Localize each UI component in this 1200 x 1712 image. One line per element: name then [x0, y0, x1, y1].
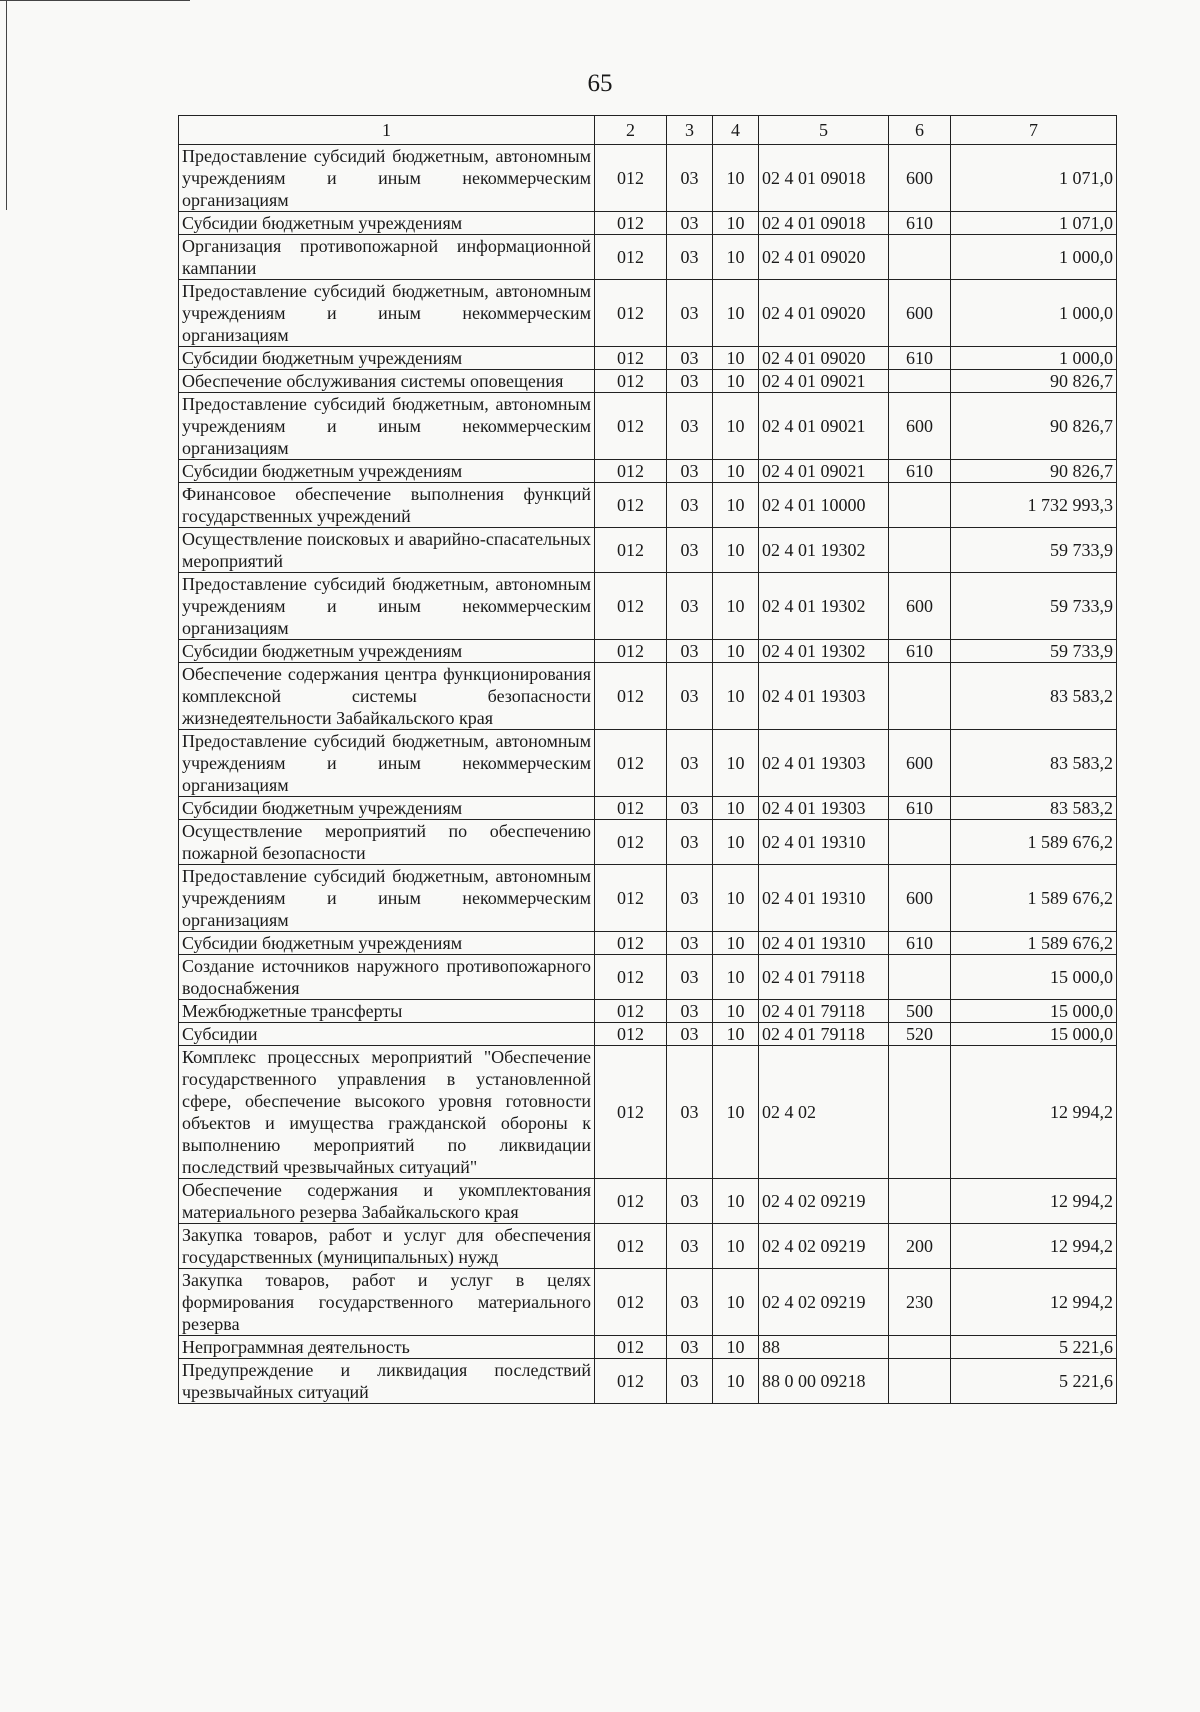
subsection-code-cell: 10 [713, 955, 759, 1000]
target-article-cell: 02 4 01 10000 [759, 483, 889, 528]
amount-cell: 1 071,0 [951, 212, 1117, 235]
section-code-cell: 03 [667, 1046, 713, 1179]
admin-code-cell: 012 [595, 797, 667, 820]
table-row [179, 865, 1117, 932]
expense-type-cell [889, 370, 951, 393]
admin-code-cell: 012 [595, 212, 667, 235]
admin-code-cell: 012 [595, 573, 667, 640]
section-code-cell: 03 [667, 528, 713, 573]
col-header-2: 2 [595, 116, 667, 145]
subsection-code-cell: 10 [713, 1046, 759, 1179]
page-number: 65 [587, 70, 613, 97]
section-code-cell: 03 [667, 1023, 713, 1046]
expense-type-cell: 600 [889, 280, 951, 347]
column-number-row [179, 116, 1117, 145]
target-article-cell: 02 4 02 09219 [759, 1224, 889, 1269]
section-code-cell: 03 [667, 1359, 713, 1404]
subsection-code-cell: 10 [713, 1359, 759, 1404]
amount-cell: 90 826,7 [951, 370, 1117, 393]
subsection-code-cell: 10 [713, 640, 759, 663]
table-body [179, 116, 1117, 1404]
expense-type-cell: 520 [889, 1023, 951, 1046]
subsection-code-cell: 10 [713, 573, 759, 640]
amount-cell: 83 583,2 [951, 730, 1117, 797]
expense-type-cell [889, 955, 951, 1000]
expense-type-cell [889, 1179, 951, 1224]
section-code-cell: 03 [667, 1000, 713, 1023]
table-row [179, 347, 1117, 370]
row-name-cell: Осуществление поисковых и аварийно-спасательных мероприятий [179, 528, 595, 573]
target-article-cell: 02 4 01 09018 [759, 145, 889, 212]
target-article-cell: 02 4 02 09219 [759, 1269, 889, 1336]
table-row [179, 1336, 1117, 1359]
admin-code-cell: 012 [595, 483, 667, 528]
subsection-code-cell: 10 [713, 820, 759, 865]
table-row [179, 1269, 1117, 1336]
target-article-cell: 02 4 01 19302 [759, 528, 889, 573]
admin-code-cell: 012 [595, 528, 667, 573]
row-name-cell: Обеспечение обслуживания системы оповещения [179, 370, 595, 393]
table-row [179, 640, 1117, 663]
table-row [179, 1224, 1117, 1269]
table-row [179, 280, 1117, 347]
expense-type-cell: 610 [889, 460, 951, 483]
subsection-code-cell: 10 [713, 730, 759, 797]
amount-cell: 12 994,2 [951, 1224, 1117, 1269]
target-article-cell: 02 4 01 09021 [759, 393, 889, 460]
expense-type-cell: 600 [889, 393, 951, 460]
target-article-cell: 02 4 01 09020 [759, 235, 889, 280]
target-article-cell: 02 4 01 09021 [759, 460, 889, 483]
amount-cell: 90 826,7 [951, 393, 1117, 460]
admin-code-cell: 012 [595, 1336, 667, 1359]
row-name-cell: Предоставление субсидий бюджетным, автономным учреждениям и иным некоммерческим организациям [179, 280, 595, 347]
expense-type-cell: 200 [889, 1224, 951, 1269]
admin-code-cell: 012 [595, 932, 667, 955]
target-article-cell: 02 4 01 19303 [759, 730, 889, 797]
subsection-code-cell: 10 [713, 1269, 759, 1336]
amount-cell: 1 732 993,3 [951, 483, 1117, 528]
row-name-cell: Закупка товаров, работ и услуг в целях формирования государственного материального резерва [179, 1269, 595, 1336]
col-header-4: 4 [713, 116, 759, 145]
amount-cell: 83 583,2 [951, 663, 1117, 730]
row-name-cell: Комплекс процессных мероприятий "Обеспечение государственного управления в установленной сфере, обеспечение высокого уровня готовности объектов и имущества гражданской обороны к выполнению мероприятий по ликвидации последствий чрезвычайных ситуаций" [179, 1046, 595, 1179]
table-row [179, 1179, 1117, 1224]
amount-cell: 12 994,2 [951, 1269, 1117, 1336]
target-article-cell: 02 4 01 09020 [759, 347, 889, 370]
section-code-cell: 03 [667, 1269, 713, 1336]
admin-code-cell: 012 [595, 663, 667, 730]
table-row [179, 1000, 1117, 1023]
section-code-cell: 03 [667, 235, 713, 280]
subsection-code-cell: 10 [713, 1179, 759, 1224]
col-header-1: 1 [179, 116, 595, 145]
target-article-cell: 02 4 01 09018 [759, 212, 889, 235]
table-row [179, 483, 1117, 528]
expense-type-cell: 610 [889, 347, 951, 370]
scan-edge-line-top [0, 0, 190, 1]
expense-type-cell [889, 1336, 951, 1359]
row-name-cell: Непрограммная деятельность [179, 1336, 595, 1359]
row-name-cell: Межбюджетные трансферты [179, 1000, 595, 1023]
admin-code-cell: 012 [595, 820, 667, 865]
table-row [179, 528, 1117, 573]
table-row [179, 370, 1117, 393]
table-row [179, 820, 1117, 865]
expense-type-cell: 610 [889, 212, 951, 235]
expense-type-cell: 610 [889, 932, 951, 955]
row-name-cell: Субсидии бюджетным учреждениям [179, 212, 595, 235]
table-row [179, 663, 1117, 730]
section-code-cell: 03 [667, 460, 713, 483]
admin-code-cell: 012 [595, 393, 667, 460]
amount-cell: 1 000,0 [951, 235, 1117, 280]
row-name-cell: Обеспечение содержания центра функционирования комплексной системы безопасности жизнедеятельности Забайкальского края [179, 663, 595, 730]
col-header-3: 3 [667, 116, 713, 145]
expense-type-cell [889, 820, 951, 865]
subsection-code-cell: 10 [713, 797, 759, 820]
amount-cell: 90 826,7 [951, 460, 1117, 483]
subsection-code-cell: 10 [713, 1023, 759, 1046]
subsection-code-cell: 10 [713, 145, 759, 212]
subsection-code-cell: 10 [713, 393, 759, 460]
expense-type-cell [889, 1359, 951, 1404]
table-row [179, 573, 1117, 640]
table-row [179, 393, 1117, 460]
admin-code-cell: 012 [595, 235, 667, 280]
section-code-cell: 03 [667, 483, 713, 528]
expense-type-cell: 600 [889, 865, 951, 932]
admin-code-cell: 012 [595, 1000, 667, 1023]
table-row [179, 145, 1117, 212]
target-article-cell: 02 4 02 09219 [759, 1179, 889, 1224]
table-row [179, 730, 1117, 797]
target-article-cell: 02 4 01 19302 [759, 573, 889, 640]
section-code-cell: 03 [667, 730, 713, 797]
admin-code-cell: 012 [595, 1179, 667, 1224]
row-name-cell: Субсидии [179, 1023, 595, 1046]
expense-type-cell: 500 [889, 1000, 951, 1023]
expense-type-cell [889, 663, 951, 730]
expense-type-cell: 610 [889, 797, 951, 820]
row-name-cell: Субсидии бюджетным учреждениям [179, 460, 595, 483]
subsection-code-cell: 10 [713, 235, 759, 280]
target-article-cell: 02 4 01 09020 [759, 280, 889, 347]
section-code-cell: 03 [667, 370, 713, 393]
expense-type-cell: 600 [889, 730, 951, 797]
target-article-cell: 02 4 01 19310 [759, 932, 889, 955]
subsection-code-cell: 10 [713, 460, 759, 483]
subsection-code-cell: 10 [713, 347, 759, 370]
section-code-cell: 03 [667, 280, 713, 347]
amount-cell: 12 994,2 [951, 1179, 1117, 1224]
subsection-code-cell: 10 [713, 280, 759, 347]
admin-code-cell: 012 [595, 347, 667, 370]
row-name-cell: Предоставление субсидий бюджетным, автономным учреждениям и иным некоммерческим организациям [179, 730, 595, 797]
expense-type-cell: 230 [889, 1269, 951, 1336]
table-row [179, 1023, 1117, 1046]
subsection-code-cell: 10 [713, 483, 759, 528]
admin-code-cell: 012 [595, 640, 667, 663]
table-row [179, 1359, 1117, 1404]
expense-type-cell [889, 483, 951, 528]
amount-cell: 1 000,0 [951, 347, 1117, 370]
col-header-5: 5 [759, 116, 889, 145]
amount-cell: 15 000,0 [951, 955, 1117, 1000]
row-name-cell: Предоставление субсидий бюджетным, автономным учреждениям и иным некоммерческим организациям [179, 573, 595, 640]
section-code-cell: 03 [667, 1224, 713, 1269]
target-article-cell: 02 4 01 19310 [759, 820, 889, 865]
expense-type-cell [889, 528, 951, 573]
admin-code-cell: 012 [595, 865, 667, 932]
row-name-cell: Субсидии бюджетным учреждениям [179, 797, 595, 820]
admin-code-cell: 012 [595, 1269, 667, 1336]
row-name-cell: Субсидии бюджетным учреждениям [179, 640, 595, 663]
section-code-cell: 03 [667, 145, 713, 212]
admin-code-cell: 012 [595, 955, 667, 1000]
row-name-cell: Обеспечение содержания и укомплектования материального резерва Забайкальского края [179, 1179, 595, 1224]
amount-cell: 1 000,0 [951, 280, 1117, 347]
amount-cell: 1 589 676,2 [951, 865, 1117, 932]
row-name-cell: Предоставление субсидий бюджетным, автономным учреждениям и иным некоммерческим организациям [179, 145, 595, 212]
amount-cell: 1 589 676,2 [951, 932, 1117, 955]
row-name-cell: Субсидии бюджетным учреждениям [179, 932, 595, 955]
target-article-cell: 02 4 01 79118 [759, 955, 889, 1000]
row-name-cell: Субсидии бюджетным учреждениям [179, 347, 595, 370]
amount-cell: 59 733,9 [951, 528, 1117, 573]
row-name-cell: Организация противопожарной информационной кампании [179, 235, 595, 280]
section-code-cell: 03 [667, 1179, 713, 1224]
target-article-cell: 02 4 01 19303 [759, 797, 889, 820]
col-header-6: 6 [889, 116, 951, 145]
amount-cell: 83 583,2 [951, 797, 1117, 820]
section-code-cell: 03 [667, 212, 713, 235]
row-name-cell: Осуществление мероприятий по обеспечению пожарной безопасности [179, 820, 595, 865]
target-article-cell: 02 4 01 19303 [759, 663, 889, 730]
table-row [179, 797, 1117, 820]
subsection-code-cell: 10 [713, 212, 759, 235]
section-code-cell: 03 [667, 347, 713, 370]
expense-type-cell: 600 [889, 573, 951, 640]
subsection-code-cell: 10 [713, 663, 759, 730]
amount-cell: 1 589 676,2 [951, 820, 1117, 865]
table-row [179, 955, 1117, 1000]
row-name-cell: Предоставление субсидий бюджетным, автономным учреждениям и иным некоммерческим организациям [179, 865, 595, 932]
section-code-cell: 03 [667, 797, 713, 820]
budget-table [178, 115, 1117, 1404]
amount-cell: 15 000,0 [951, 1023, 1117, 1046]
target-article-cell: 02 4 01 79118 [759, 1000, 889, 1023]
amount-cell: 59 733,9 [951, 640, 1117, 663]
subsection-code-cell: 10 [713, 1000, 759, 1023]
row-name-cell: Финансовое обеспечение выполнения функций государственных учреждений [179, 483, 595, 528]
target-article-cell: 88 0 00 09218 [759, 1359, 889, 1404]
admin-code-cell: 012 [595, 1359, 667, 1404]
target-article-cell: 02 4 01 79118 [759, 1023, 889, 1046]
expense-type-cell: 600 [889, 145, 951, 212]
row-name-cell: Создание источников наружного противопожарного водоснабжения [179, 955, 595, 1000]
admin-code-cell: 012 [595, 730, 667, 797]
admin-code-cell: 012 [595, 1023, 667, 1046]
scan-edge-line-left [6, 0, 7, 210]
section-code-cell: 03 [667, 865, 713, 932]
amount-cell: 1 071,0 [951, 145, 1117, 212]
admin-code-cell: 012 [595, 145, 667, 212]
admin-code-cell: 012 [595, 1224, 667, 1269]
section-code-cell: 03 [667, 573, 713, 640]
target-article-cell: 02 4 01 09021 [759, 370, 889, 393]
section-code-cell: 03 [667, 1336, 713, 1359]
section-code-cell: 03 [667, 663, 713, 730]
admin-code-cell: 012 [595, 370, 667, 393]
amount-cell: 5 221,6 [951, 1359, 1117, 1404]
row-name-cell: Закупка товаров, работ и услуг для обеспечения государственных (муниципальных) нужд [179, 1224, 595, 1269]
admin-code-cell: 012 [595, 280, 667, 347]
subsection-code-cell: 10 [713, 1336, 759, 1359]
section-code-cell: 03 [667, 955, 713, 1000]
amount-cell: 15 000,0 [951, 1000, 1117, 1023]
admin-code-cell: 012 [595, 1046, 667, 1179]
target-article-cell: 88 [759, 1336, 889, 1359]
subsection-code-cell: 10 [713, 370, 759, 393]
section-code-cell: 03 [667, 820, 713, 865]
table-row [179, 212, 1117, 235]
table-row [179, 1046, 1117, 1179]
section-code-cell: 03 [667, 393, 713, 460]
row-name-cell: Предоставление субсидий бюджетным, автономным учреждениям и иным некоммерческим организациям [179, 393, 595, 460]
table-row [179, 460, 1117, 483]
expense-type-cell [889, 235, 951, 280]
subsection-code-cell: 10 [713, 528, 759, 573]
expense-type-cell: 610 [889, 640, 951, 663]
admin-code-cell: 012 [595, 460, 667, 483]
expense-type-cell [889, 1046, 951, 1179]
target-article-cell: 02 4 01 19302 [759, 640, 889, 663]
target-article-cell: 02 4 02 [759, 1046, 889, 1179]
amount-cell: 12 994,2 [951, 1046, 1117, 1179]
amount-cell: 59 733,9 [951, 573, 1117, 640]
subsection-code-cell: 10 [713, 932, 759, 955]
subsection-code-cell: 10 [713, 1224, 759, 1269]
section-code-cell: 03 [667, 932, 713, 955]
target-article-cell: 02 4 01 19310 [759, 865, 889, 932]
table-row [179, 235, 1117, 280]
subsection-code-cell: 10 [713, 865, 759, 932]
amount-cell: 5 221,6 [951, 1336, 1117, 1359]
col-header-7: 7 [951, 116, 1117, 145]
section-code-cell: 03 [667, 640, 713, 663]
table-row [179, 932, 1117, 955]
row-name-cell: Предупреждение и ликвидация последствий чрезвычайных ситуаций [179, 1359, 595, 1404]
